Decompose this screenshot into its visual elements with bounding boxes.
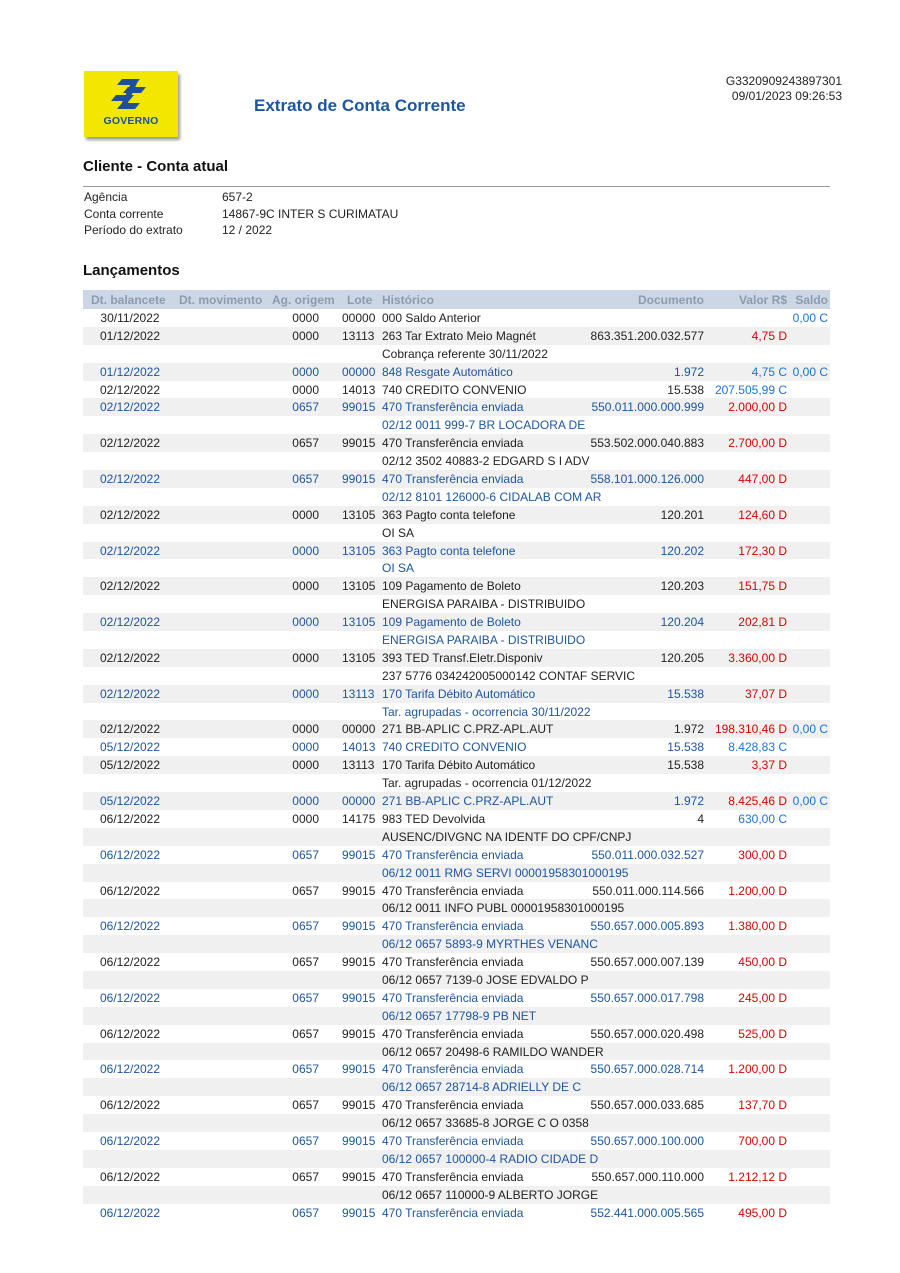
table-header	[83, 290, 830, 309]
cell-historico: 06/12 0011 INFO PUBL 00001958301000195	[382, 901, 625, 916]
cell-lote: 99015	[342, 1169, 376, 1184]
cell-valor: 1.200,00 D	[728, 1062, 787, 1077]
cell-valor: 137,70 D	[738, 1098, 787, 1113]
info-row-agencia	[84, 189, 398, 206]
table-row	[83, 685, 830, 703]
cell-lote: 14175	[342, 811, 376, 826]
cell-ag-origem: 0000	[292, 686, 319, 701]
cell-historico: 470 Transferência enviada	[382, 400, 524, 415]
table-row	[83, 506, 830, 524]
table-row	[83, 398, 830, 416]
cell-dt-balancete: 30/11/2022	[100, 311, 160, 325]
cell-ag-origem: 0657	[292, 1026, 319, 1041]
col-lote: Lote	[347, 293, 373, 307]
cell-historico: 470 Transferência enviada	[382, 1062, 524, 1077]
cell-historico: 470 Transferência enviada	[382, 436, 524, 451]
cell-historico: 237 5776 034242005000142 CONTAF SERVIC	[382, 668, 636, 683]
table-row	[83, 792, 830, 810]
cell-dt-balancete: 02/12/2022	[99, 579, 161, 594]
cell-ag-origem: 0657	[292, 1133, 319, 1148]
cell-documento: 552.441.000.005.565	[590, 1205, 704, 1220]
table-row	[83, 882, 830, 900]
cell-historico: 470 Transferência enviada	[382, 1205, 524, 1220]
cell-valor: 700,00 D	[738, 1133, 787, 1148]
cell-dt-balancete: 06/12/2022	[99, 1205, 161, 1220]
cell-dt-balancete: 02/12/2022	[99, 543, 161, 558]
col-valor: Valor R$	[738, 293, 787, 307]
cell-ag-origem: 0000	[292, 758, 319, 773]
table-row-detail	[83, 345, 830, 363]
table-row-detail	[83, 774, 830, 792]
cell-dt-balancete: 06/12/2022	[99, 990, 161, 1005]
table-row	[83, 1060, 830, 1078]
cell-lote: 13105	[342, 507, 376, 522]
table-row-detail	[83, 899, 830, 917]
cell-documento: 550.657.000.017.798	[590, 990, 704, 1005]
cell-dt-balancete: 06/12/2022	[99, 883, 161, 898]
cell-dt-balancete: 02/12/2022	[99, 650, 161, 665]
client-info	[84, 189, 398, 239]
table-row-detail	[83, 1186, 830, 1204]
cell-valor: 2.700,00 D	[728, 436, 787, 451]
cell-dt-balancete: 06/12/2022	[99, 1026, 161, 1041]
cell-ag-origem: 0000	[292, 650, 319, 665]
cell-documento: 550.657.000.005.893	[590, 919, 704, 934]
cell-valor: 8.425,46 D	[728, 794, 787, 809]
cell-lote: 14013	[342, 382, 376, 397]
cell-historico: 740 CREDITO CONVENIO	[382, 740, 527, 755]
table-row	[83, 613, 830, 631]
cell-historico: 470 Transferência enviada	[382, 919, 524, 934]
cell-valor: 202,81 D	[738, 615, 787, 630]
cell-historico: 363 Pagto conta telefone	[382, 507, 516, 522]
cell-documento: 15.538	[667, 382, 704, 397]
cell-documento: 550.657.000.100.000	[590, 1133, 704, 1148]
info-label: Conta corrente	[84, 206, 164, 221]
cell-ag-origem: 0657	[292, 400, 319, 415]
cell-ag-origem: 0657	[292, 1098, 319, 1113]
cell-dt-balancete: 02/12/2022	[99, 507, 161, 522]
cell-historico: 06/12 0657 17798-9 PB NET	[382, 1008, 537, 1023]
cell-lote: 00000	[342, 794, 376, 809]
cell-historico: 470 Transferência enviada	[382, 955, 524, 970]
cell-historico: 470 Transferência enviada	[382, 1169, 524, 1184]
info-label: Agência	[84, 190, 128, 204]
cell-historico: 06/12 0657 20498-6 RAMILDO WANDER	[382, 1044, 604, 1059]
cell-ag-origem: 0000	[292, 811, 319, 826]
cell-dt-balancete: 02/12/2022	[99, 615, 161, 630]
cell-documento: 550.657.000.020.498	[590, 1026, 704, 1041]
cell-documento: 550.657.000.028.714	[590, 1062, 704, 1077]
cell-documento: 4	[697, 811, 704, 826]
cell-lote: 99015	[342, 1133, 376, 1148]
info-value: 14867-9C INTER S CURIMATAU	[222, 206, 399, 221]
table-row-detail	[83, 524, 830, 542]
cell-valor: 447,00 D	[738, 472, 787, 487]
cell-documento: 120.204	[660, 615, 704, 630]
cell-dt-balancete: 05/12/2022	[99, 758, 161, 773]
cell-valor: 172,30 D	[738, 543, 787, 558]
table-row	[83, 1204, 830, 1222]
cell-dt-balancete: 06/12/2022	[99, 847, 161, 862]
cell-documento: 550.011.000.114.566	[592, 883, 704, 898]
cell-historico: 06/12 0657 5893-9 MYRTHES VENANC	[382, 937, 598, 952]
cell-saldo: 0,00 C	[792, 722, 828, 737]
cell-dt-balancete: 02/12/2022	[99, 436, 161, 451]
cell-valor: 151,75 D	[738, 579, 787, 594]
cell-lote: 99015	[342, 1062, 376, 1077]
cell-ag-origem: 0000	[292, 364, 319, 379]
cell-valor: 1.200,00 D	[728, 883, 787, 898]
cell-ag-origem: 0000	[292, 794, 319, 809]
cell-historico: 983 TED Devolvida	[382, 811, 486, 826]
cell-dt-balancete: 06/12/2022	[99, 1062, 161, 1077]
cell-lote: 13113	[342, 686, 375, 701]
cell-lote: 13113	[342, 328, 375, 343]
cell-valor: 495,00 D	[738, 1205, 787, 1220]
table-row-detail	[83, 703, 830, 721]
cell-historico: 06/12 0657 33685-8 JORGE C O 0358	[382, 1116, 589, 1131]
cell-lote: 99015	[342, 1026, 376, 1041]
table-row	[83, 756, 830, 774]
cell-documento: 120.205	[660, 650, 704, 665]
cell-valor: 630,00 C	[738, 811, 787, 826]
table-row	[83, 1025, 830, 1043]
table-row	[83, 309, 830, 327]
info-value: 657-2	[222, 190, 253, 204]
table-row	[83, 738, 830, 756]
cell-ag-origem: 0657	[292, 919, 319, 934]
cell-lote: 99015	[342, 883, 376, 898]
table-row-detail	[83, 667, 830, 685]
table-row	[83, 989, 830, 1007]
cell-documento: 863.351.200.032.577	[590, 328, 704, 343]
transactions-table	[83, 309, 830, 1221]
page-title: Extrato de Conta Corrente	[254, 96, 466, 115]
cell-historico: OI SA	[382, 525, 415, 540]
table-row	[83, 649, 830, 667]
cell-lote: 13105	[342, 650, 376, 665]
cell-ag-origem: 0000	[292, 615, 319, 630]
cell-documento: 1.972	[673, 364, 704, 379]
cell-documento: 553.502.000.040.883	[590, 436, 704, 451]
cell-dt-balancete: 02/12/2022	[99, 382, 161, 397]
cell-documento: 550.011.000.000.999	[591, 400, 704, 415]
cell-historico: 02/12 3502 40883-2 EDGARD S I ADV	[382, 454, 590, 469]
cell-historico: 06/12 0657 110000-9 ALBERTO JORGE	[382, 1187, 599, 1202]
table-row	[83, 327, 830, 345]
cell-historico: ENERGISA PARAIBA - DISTRIBUIDO	[382, 633, 586, 648]
cell-ag-origem: 0657	[292, 436, 319, 451]
table-row	[83, 810, 830, 828]
cell-dt-balancete: 05/12/2022	[99, 794, 161, 809]
cell-valor: 245,00 D	[738, 990, 787, 1005]
table-row	[83, 1168, 830, 1186]
cell-valor: 3,37 D	[751, 758, 787, 773]
cell-valor: 4,75 D	[751, 328, 787, 343]
cell-historico: 470 Transferência enviada	[382, 1026, 524, 1041]
cell-dt-balancete: 06/12/2022	[99, 1133, 161, 1148]
cell-dt-balancete: 02/12/2022	[99, 400, 161, 415]
cell-historico: 271 BB-APLIC C.PRZ-APL.AUT	[382, 722, 554, 737]
cell-ag-origem: 0000	[292, 722, 319, 737]
table-row-detail	[83, 1078, 830, 1096]
cell-valor: 2.000,00 D	[728, 400, 787, 415]
table-row-detail	[83, 452, 830, 470]
table-row-detail	[83, 828, 830, 846]
cell-documento: 120.201	[660, 507, 704, 522]
cell-lote: 99015	[342, 400, 376, 415]
table-row	[83, 720, 830, 738]
cell-ag-origem: 0000	[292, 328, 319, 343]
cell-historico: 393 TED Transf.Eletr.Disponiv	[382, 650, 543, 665]
table-row-detail	[83, 1114, 830, 1132]
table-row	[83, 846, 830, 864]
client-divider	[83, 186, 830, 187]
cell-documento: 1.972	[673, 722, 704, 737]
document-meta	[726, 74, 842, 104]
table-row-detail	[83, 631, 830, 649]
cell-documento: 550.657.000.110.000	[591, 1169, 704, 1184]
cell-historico: 848 Resgate Automático	[382, 364, 513, 379]
table-row	[83, 470, 830, 488]
cell-historico: 363 Pagto conta telefone	[382, 543, 516, 558]
cell-documento: 120.203	[660, 579, 704, 594]
cell-historico: Cobrança referente 30/11/2022	[382, 346, 548, 361]
cell-valor: 3.360,00 D	[728, 650, 787, 665]
cell-lote: 99015	[342, 436, 376, 451]
cell-ag-origem: 0657	[292, 1205, 319, 1220]
bank-logo-icon	[108, 77, 154, 115]
cell-historico: 170 Tarifa Débito Automático	[382, 686, 536, 701]
cell-historico: AUSENC/DIVGNC NA IDENTF DO CPF/CNPJ	[382, 829, 632, 844]
cell-documento: 15.538	[667, 686, 704, 701]
cell-lote: 99015	[342, 919, 376, 934]
cell-valor: 37,07 D	[744, 686, 787, 701]
lancamentos-heading: Lançamentos	[83, 262, 180, 279]
cell-ag-origem: 0000	[292, 311, 319, 325]
cell-documento: 550.011.000.032.527	[591, 847, 704, 862]
table-row-detail	[83, 1043, 830, 1061]
cell-historico: 02/12 0011 999-7 BR LOCADORA DE	[382, 418, 586, 433]
cell-historico: 740 CREDITO CONVENIO	[382, 382, 527, 397]
cell-historico: ENERGISA PARAIBA - DISTRIBUIDO	[382, 597, 586, 612]
cell-lote: 99015	[342, 955, 376, 970]
table-row-detail	[83, 1150, 830, 1168]
cell-historico: 470 Transferência enviada	[382, 990, 524, 1005]
cell-historico: 06/12 0657 7139-0 JOSE EDVALDO P	[382, 972, 589, 987]
cell-lote: 99015	[342, 847, 376, 862]
cell-ag-origem: 0657	[292, 1169, 319, 1184]
cell-lote: 00000	[342, 722, 376, 737]
cell-lote: 13105	[342, 543, 376, 558]
cell-lote: 13105	[342, 615, 376, 630]
cell-ag-origem: 0657	[292, 883, 319, 898]
cell-valor: 198.310,46 D	[714, 722, 787, 737]
cell-valor: 525,00 D	[738, 1026, 787, 1041]
cell-historico: 02/12 8101 126000-6 CIDALAB COM AR	[382, 489, 602, 504]
table-row-detail	[83, 864, 830, 882]
cell-ag-origem: 0000	[292, 543, 319, 558]
cell-documento: 1.972	[673, 794, 704, 809]
cell-lote: 99015	[342, 990, 376, 1005]
cell-historico: 109 Pagamento de Boleto	[382, 615, 521, 630]
table-row	[83, 542, 830, 560]
cell-lote: 99015	[342, 1098, 376, 1113]
cell-historico: 263 Tar Extrato Meio Magnét	[382, 328, 536, 343]
bank-logo	[84, 71, 178, 137]
cell-documento: 15.538	[667, 740, 704, 755]
document-code: G3320909243897301	[725, 74, 842, 88]
table-row	[83, 577, 830, 595]
cell-valor: 8.428,83 C	[728, 740, 787, 755]
cell-dt-balancete: 05/12/2022	[99, 740, 161, 755]
cell-historico: 170 Tarifa Débito Automático	[382, 758, 536, 773]
col-saldo: Saldo	[795, 293, 828, 307]
cell-lote: 99015	[342, 472, 376, 487]
cell-valor: 450,00 D	[738, 955, 787, 970]
cell-lote: 13105	[342, 579, 376, 594]
table-row-detail	[83, 971, 830, 989]
table-row	[83, 381, 830, 399]
cell-historico: 271 BB-APLIC C.PRZ-APL.AUT	[382, 794, 554, 809]
col-historico: Histórico	[382, 293, 435, 307]
cell-lote: 13113	[342, 758, 375, 773]
col-ag-origem: Ag. origem	[272, 293, 335, 307]
cell-dt-balancete: 06/12/2022	[99, 919, 161, 934]
document-datetime: 09/01/2023 09:26:53	[731, 89, 842, 103]
table-row	[83, 1132, 830, 1150]
info-row-conta	[84, 206, 398, 223]
cell-dt-balancete: 06/12/2022	[99, 811, 161, 826]
cell-historico: Tar. agrupadas - ocorrencia 30/11/2022	[382, 704, 591, 719]
cell-valor: 124,60 D	[738, 507, 787, 522]
cell-ag-origem: 0000	[292, 507, 319, 522]
table-row	[83, 434, 830, 452]
cell-valor: 1.380,00 D	[728, 919, 787, 934]
cell-dt-balancete: 06/12/2022	[99, 1098, 161, 1113]
cell-documento: 550.657.000.007.139	[590, 955, 704, 970]
cell-lote: 00000	[342, 311, 376, 325]
cell-lote: 99015	[342, 1205, 376, 1220]
table-row	[83, 953, 830, 971]
cell-historico: 06/12 0011 RMG SERVI 00001958301000195	[382, 865, 629, 880]
cell-ag-origem: 0000	[292, 579, 319, 594]
client-heading: Cliente - Conta atual	[83, 158, 229, 175]
cell-historico: 06/12 0657 28714-8 ADRIELLY DE C	[382, 1080, 582, 1095]
cell-valor: 207.505,99 C	[714, 382, 787, 397]
cell-historico: 470 Transferência enviada	[382, 1133, 524, 1148]
cell-historico: OI SA	[382, 561, 415, 576]
cell-historico: 109 Pagamento de Boleto	[382, 579, 521, 594]
cell-ag-origem: 0657	[292, 472, 319, 487]
col-documento: Documento	[638, 293, 704, 307]
info-value: 12 / 2022	[222, 223, 273, 237]
table-row	[83, 917, 830, 935]
cell-documento: 15.538	[667, 758, 704, 773]
table-row-detail	[83, 488, 830, 506]
table-row	[83, 363, 830, 381]
cell-saldo: 0,00 C	[792, 794, 828, 809]
cell-ag-origem: 0657	[292, 847, 319, 862]
cell-ag-origem: 0657	[292, 955, 319, 970]
cell-valor: 4,75 C	[751, 364, 787, 379]
cell-dt-balancete: 01/12/2022	[99, 364, 161, 379]
table-row-detail	[83, 935, 830, 953]
table-row	[83, 1096, 830, 1114]
cell-historico: 470 Transferência enviada	[382, 472, 524, 487]
cell-ag-origem: 0000	[292, 382, 319, 397]
cell-ag-origem: 0657	[292, 990, 319, 1005]
cell-lote: 00000	[342, 364, 376, 379]
cell-dt-balancete: 02/12/2022	[99, 472, 161, 487]
table-row-detail	[83, 1007, 830, 1025]
cell-historico: 06/12 0657 100000-4 RADIO CIDADE D	[382, 1151, 599, 1166]
cell-documento: 550.657.000.033.685	[590, 1098, 704, 1113]
logo-text: GOVERNO	[103, 115, 159, 127]
cell-historico: 470 Transferência enviada	[382, 1098, 524, 1113]
cell-valor: 1.212,12 D	[728, 1169, 787, 1184]
info-label: Período do extrato	[84, 223, 183, 237]
cell-historico: 470 Transferência enviada	[382, 883, 524, 898]
cell-historico: 470 Transferência enviada	[382, 847, 524, 862]
cell-documento: 120.202	[660, 543, 704, 558]
cell-documento: 558.101.000.126.000	[590, 472, 704, 487]
cell-historico: 000 Saldo Anterior	[382, 311, 481, 325]
cell-saldo: 0,00 C	[792, 364, 828, 379]
cell-ag-origem: 0657	[292, 1062, 319, 1077]
cell-lote: 14013	[342, 740, 376, 755]
table-row-detail	[83, 595, 830, 613]
cell-dt-balancete: 06/12/2022	[99, 955, 161, 970]
table-row-detail	[83, 416, 830, 434]
cell-dt-balancete: 02/12/2022	[99, 722, 161, 737]
cell-dt-balancete: 01/12/2022	[99, 328, 161, 343]
cell-dt-balancete: 02/12/2022	[99, 686, 161, 701]
col-dt-balancete: Dt. balancete	[91, 293, 166, 307]
cell-valor: 300,00 D	[738, 847, 787, 862]
table-row-detail	[83, 559, 830, 577]
cell-ag-origem: 0000	[292, 740, 319, 755]
cell-saldo: 0,00 C	[792, 311, 828, 325]
info-row-periodo	[84, 222, 398, 239]
cell-dt-balancete: 06/12/2022	[99, 1169, 161, 1184]
col-dt-movimento: Dt. movimento	[179, 293, 263, 307]
cell-historico: Tar. agrupadas - ocorrencia 01/12/2022	[382, 776, 592, 791]
